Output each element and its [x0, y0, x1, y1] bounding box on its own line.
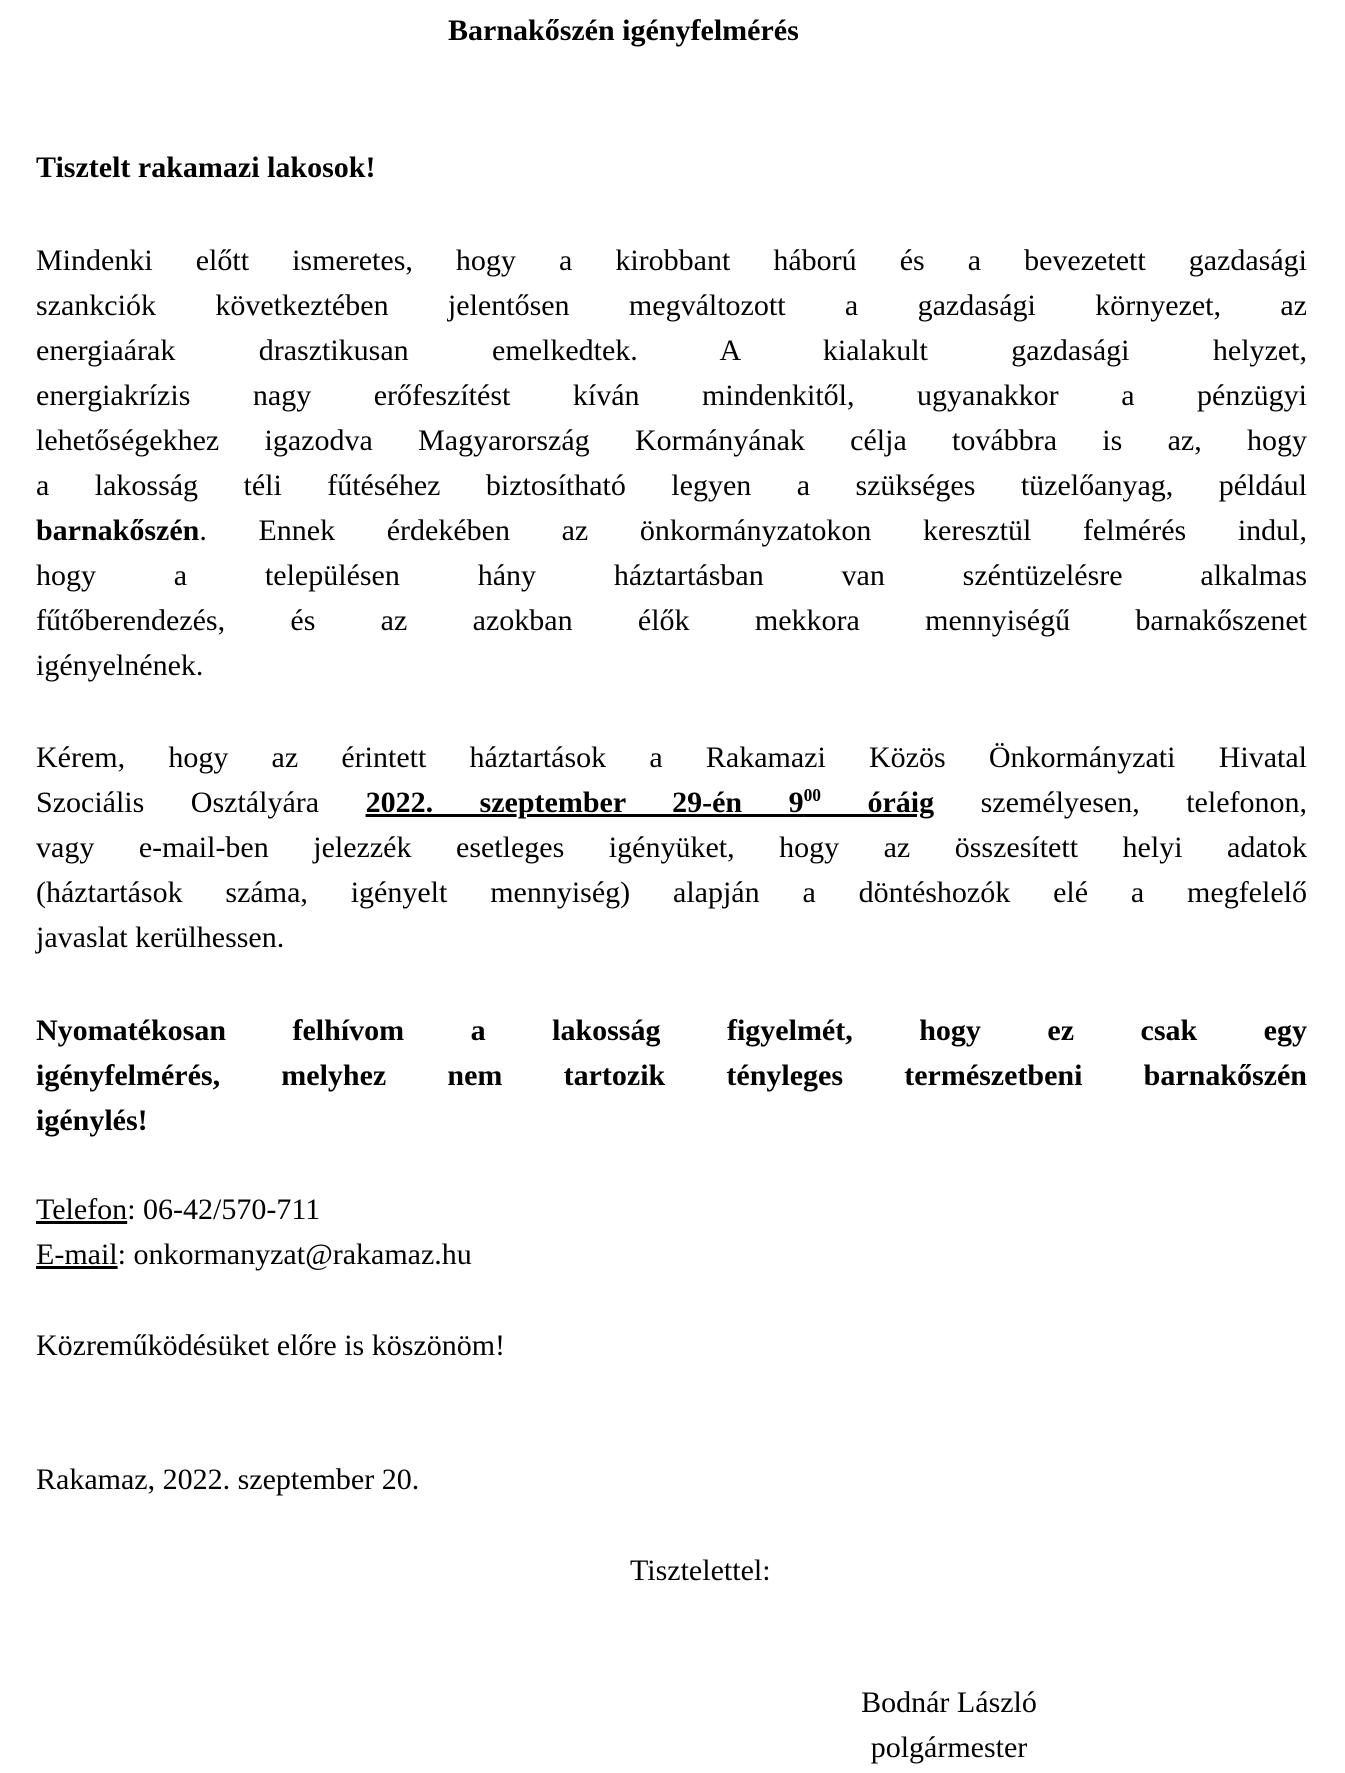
- contact-info: [36, 1187, 1307, 1277]
- text-segment: [366, 786, 935, 819]
- text-line: [36, 598, 1307, 643]
- text-line: [36, 643, 1307, 688]
- text-segment: Kérem, hogy az érintett háztartások a Rakamazi Közös Önkormányzati Hivatal: [36, 741, 1307, 774]
- text-line: [36, 283, 1307, 328]
- text-line: [36, 915, 1307, 960]
- text-segment: személyesen, telefonon,: [934, 786, 1307, 819]
- signature-name: Bodnár László: [861, 1686, 1037, 1719]
- text-segment: a lakosság téli fűtéséhez biztosítható legyen a szükséges tüzelőanyag, például: [36, 469, 1307, 502]
- text-segment: igényfelmérés, melyhez nem tartozik tényleges természetbeni barnakőszén: [36, 1059, 1307, 1092]
- text-segment: Nyomatékosan felhívom a lakosság figyelmét, hogy ez csak egy: [36, 1014, 1307, 1047]
- text-line: [36, 735, 1307, 780]
- place-date-line: Rakamaz, 2022. szeptember 20.: [36, 1463, 420, 1496]
- text-line: [36, 1098, 1307, 1143]
- text-segment: javaslat kerülhessen.: [36, 921, 285, 954]
- text-segment: igénylés!: [36, 1104, 148, 1137]
- closing-line: Tisztelettel:: [630, 1554, 771, 1587]
- text-segment: energiaárak drasztikusan emelkedtek. A kialakult gazdasági helyzet,: [36, 334, 1307, 367]
- text-segment: E-mail: [36, 1238, 118, 1271]
- text-segment: : 06-42/570-711: [127, 1193, 321, 1226]
- text-segment: szankciók következtében jelentősen megváltozott a gazdasági környezet, az: [36, 289, 1307, 322]
- text-line: [36, 825, 1307, 870]
- document-title: Barnakőszén igényfelmérés: [448, 14, 799, 47]
- text-line: [36, 1187, 1307, 1232]
- text-segment: Telefon: [36, 1193, 128, 1226]
- text-line: [36, 508, 1307, 553]
- text-line: [36, 328, 1307, 373]
- text-segment: igényelnének.: [36, 649, 204, 682]
- signature-role: polgármester: [870, 1731, 1028, 1764]
- text-segment: fűtőberendezés, és az azokban élők mekkora mennyiségű barnakőszenet: [36, 604, 1307, 637]
- text-line: [36, 418, 1307, 463]
- text-segment: 00: [803, 785, 821, 805]
- paragraph-intro: [36, 238, 1307, 688]
- text-segment: lehetőségekhez igazodva Magyarország Kormányának célja továbbra is az, hogy: [36, 424, 1307, 457]
- text-line: [36, 1232, 1307, 1277]
- text-segment: Mindenki előtt ismeretes, hogy a kirobbant háború és a bevezetett gazdasági: [36, 244, 1307, 277]
- text-line: [36, 373, 1307, 418]
- text-segment: Szociális Osztályára: [36, 786, 366, 819]
- text-segment: vagy e-mail-ben jelezzék esetleges igényüket, hogy az összesített helyi adatok: [36, 831, 1307, 864]
- text-line: [36, 870, 1307, 915]
- text-segment: barnakőszén: [36, 514, 200, 547]
- text-line: [36, 553, 1307, 598]
- text-line: [36, 463, 1307, 508]
- text-line: [36, 1008, 1307, 1053]
- thanks-line: Közreműködésüket előre is köszönöm!: [36, 1329, 506, 1362]
- text-segment: (háztartások száma, igényelt mennyiség) alapján a döntéshozók elé a megfelelő: [36, 876, 1307, 909]
- text-line: [36, 1053, 1307, 1098]
- salutation: Tisztelt rakamazi lakosok!: [36, 151, 376, 184]
- text-segment: 2022. szeptember 29-én 9: [365, 786, 804, 819]
- text-segment: : onkormanyzat@rakamaz.hu: [117, 1238, 472, 1271]
- text-segment: óráig: [820, 786, 935, 819]
- text-line: [36, 780, 1307, 825]
- signature-block: [830, 1680, 1068, 1770]
- paragraph-request: [36, 735, 1307, 960]
- text-segment: hogy a településen hány háztartásban van széntüzelésre alkalmas: [36, 559, 1307, 592]
- text-line: [36, 238, 1307, 283]
- paragraph-emphasis: [36, 1008, 1307, 1143]
- text-segment: . Ennek érdekében az önkormányzatokon keresztül felmérés indul,: [199, 514, 1307, 547]
- text-segment: energiakrízis nagy erőfeszítést kíván mindenkitől, ugyanakkor a pénzügyi: [36, 379, 1307, 412]
